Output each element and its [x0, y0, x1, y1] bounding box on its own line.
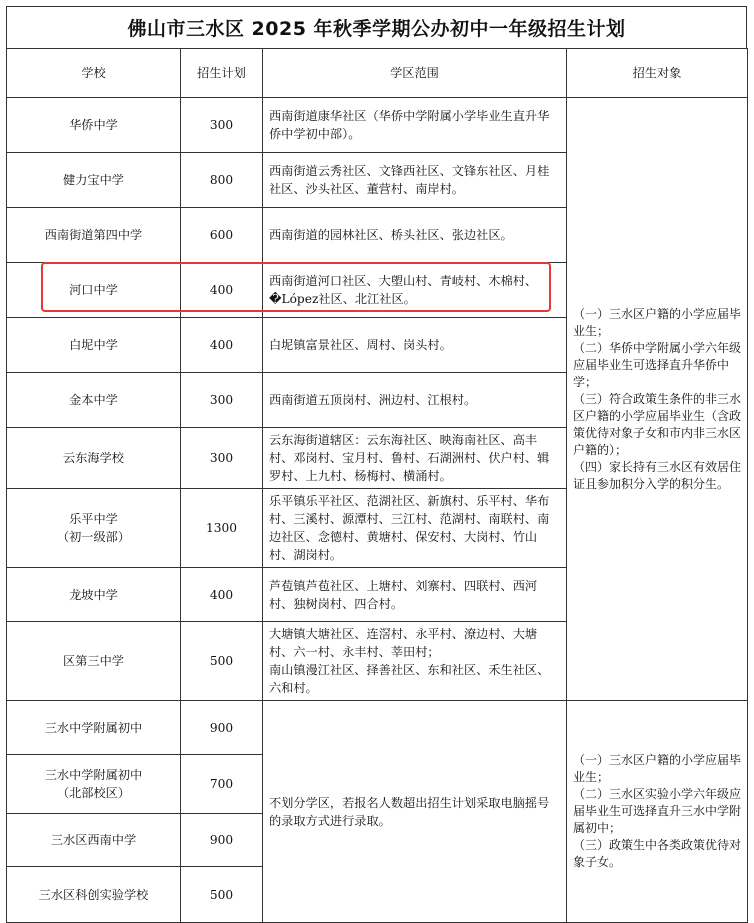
- school-name: 河口中学: [7, 263, 181, 318]
- enrollment-plan: 400: [181, 568, 263, 622]
- enrollment-plan: 400: [181, 318, 263, 373]
- enrollment-plan: 300: [181, 98, 263, 153]
- school-name: 三水中学附属初中 （北部校区）: [7, 755, 181, 814]
- enrollment-plan: 900: [181, 814, 263, 867]
- district-area: 大塘镇大塘社区、连滘村、永平村、潦边村、大塘村、六一村、永丰村、莘田村； 南山镇漫江社区、择善社区、东和社区、禾生社区、六和村。: [263, 622, 567, 701]
- target-group-1: （一）三水区户籍的小学应届毕业生； （二）华侨中学附属小学六年级应届毕业生可选择直升华侨中学； （三）符合政策生条件的非三水区户籍的小学应届毕业生（含政策优待对象子女和市内非三水区户籍的）； （四）家长持有三水区有效居住证且参加积分入学的积分生。: [567, 98, 748, 701]
- enrollment-plan: 600: [181, 208, 263, 263]
- header-school: 学校: [7, 49, 181, 98]
- enrollment-plan: 800: [181, 153, 263, 208]
- school-name: 乐平中学 （初一级部）: [7, 489, 181, 568]
- school-name: 西南街道第四中学: [7, 208, 181, 263]
- district-area: 西南街道河口社区、大塱山村、青岐村、木棉村、�López社区、北江社区。: [263, 263, 567, 318]
- table-row: [7, 701, 748, 755]
- district-area: 芦苞镇芦苞社区、上塘村、刘寨村、四联村、西河村、独树岗村、四合村。: [263, 568, 567, 622]
- enrollment-plan: 500: [181, 867, 263, 923]
- enrollment-plan: 300: [181, 428, 263, 489]
- school-name: 三水区西南中学: [7, 814, 181, 867]
- school-name: 金本中学: [7, 373, 181, 428]
- district-area: 西南街道云秀社区、文锋西社区、文锋东社区、月桂社区、沙头社区、董营村、南岸村。: [263, 153, 567, 208]
- header-area: 学区范围: [263, 49, 567, 98]
- school-name: 龙坡中学: [7, 568, 181, 622]
- district-area-shared: 不划分学区，若报名人数超出招生计划采取电脑摇号的录取方式进行录取。: [263, 701, 567, 923]
- enrollment-plan: 400: [181, 263, 263, 318]
- school-name: 云东海学校: [7, 428, 181, 489]
- header-target: 招生对象: [567, 49, 748, 98]
- enrollment-table: [6, 48, 748, 923]
- district-area: 云东海街道辖区：云东海社区、映海南社区、高丰村、邓岗村、宝月村、鲁村、石湖洲村、伏户村、辑罗村、上九村、杨梅村、横涌村。: [263, 428, 567, 489]
- school-name: 三水区科创实验学校: [7, 867, 181, 923]
- enrollment-plan: 500: [181, 622, 263, 701]
- target-group-2: （一）三水区户籍的小学应届毕业生； （二）三水区实验小学六年级应届毕业生可选择直升三水中学附属初中； （三）政策生中各类政策优待对象子女。: [567, 701, 748, 923]
- highlight-box: [41, 262, 551, 312]
- school-name: 三水中学附属初中: [7, 701, 181, 755]
- enrollment-plan: 1300: [181, 489, 263, 568]
- enrollment-plan: 700: [181, 755, 263, 814]
- header-plan: 招生计划: [181, 49, 263, 98]
- school-name: 白坭中学: [7, 318, 181, 373]
- school-name: 健力宝中学: [7, 153, 181, 208]
- enrollment-plan: 900: [181, 701, 263, 755]
- district-area: 西南街道五顶岗村、洲边村、江根村。: [263, 373, 567, 428]
- district-area: 白坭镇富景社区、周村、岗头村。: [263, 318, 567, 373]
- district-area: 西南街道的园林社区、桥头社区、张边社区。: [263, 208, 567, 263]
- enrollment-plan: 300: [181, 373, 263, 428]
- page-title: 佛山市三水区 2025 年秋季学期公办初中一年级招生计划: [6, 6, 747, 49]
- header-row: [7, 49, 748, 98]
- district-area: 西南街道康华社区（华侨中学附属小学毕业生直升华侨中学初中部）。: [263, 98, 567, 153]
- school-name: 区第三中学: [7, 622, 181, 701]
- school-name: 华侨中学: [7, 98, 181, 153]
- table-row: [7, 98, 748, 153]
- district-area: 乐平镇乐平社区、范湖社区、新旗村、乐平村、华布村、三溪村、源潭村、三江村、范湖村、南联村、南边社区、念德村、黄塘村、保安村、大岗村、竹山村、湖岗村。: [263, 489, 567, 568]
